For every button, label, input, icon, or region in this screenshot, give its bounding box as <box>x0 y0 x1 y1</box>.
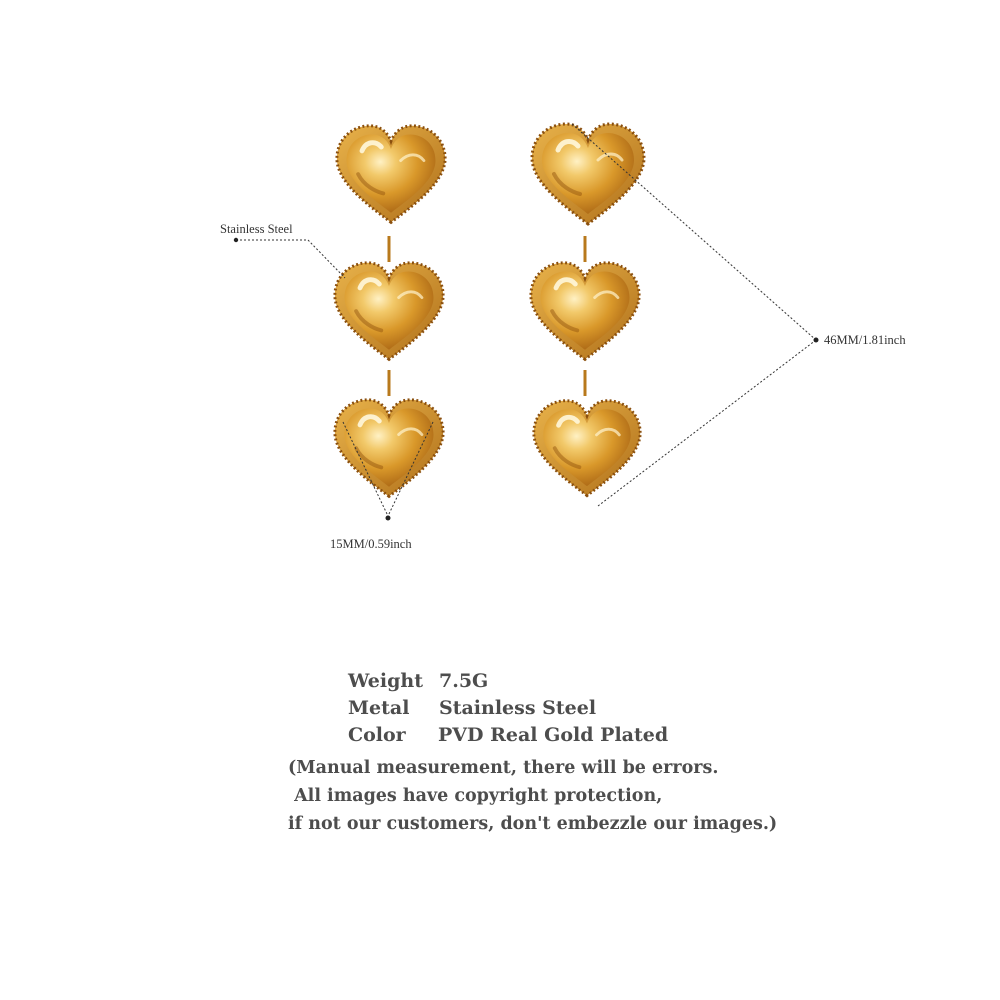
spec-color <box>348 724 748 751</box>
right-middle-heart <box>531 263 639 360</box>
note-line-2: All images have copyright protection, <box>288 786 663 806</box>
right-top-heart <box>532 124 644 224</box>
spec-label: Metal <box>348 697 410 719</box>
spec-value: Stainless Steel <box>439 697 597 719</box>
spec-value: 7.5G <box>439 670 489 692</box>
left-middle-heart <box>335 263 443 360</box>
right-bottom-heart <box>534 401 640 496</box>
spec-label: Weight <box>348 670 423 692</box>
length-callout: 46MM/1.81inch <box>824 333 906 347</box>
width-callout: 15MM/0.59inch <box>330 537 412 551</box>
left-top-heart <box>337 126 445 223</box>
spec-label: Color <box>348 724 406 746</box>
left-bottom-heart <box>335 400 443 497</box>
note-line-3: if not our customers, don't embezzle our images.) <box>288 814 778 834</box>
spec-metal <box>348 697 748 724</box>
note-line-1: (Manual measurement, there will be errors. <box>288 758 719 778</box>
spec-list <box>348 670 748 751</box>
spec-value: PVD Real Gold Plated <box>438 724 669 746</box>
material-callout: Stainless Steel <box>220 222 293 236</box>
spec-weight <box>348 670 748 697</box>
